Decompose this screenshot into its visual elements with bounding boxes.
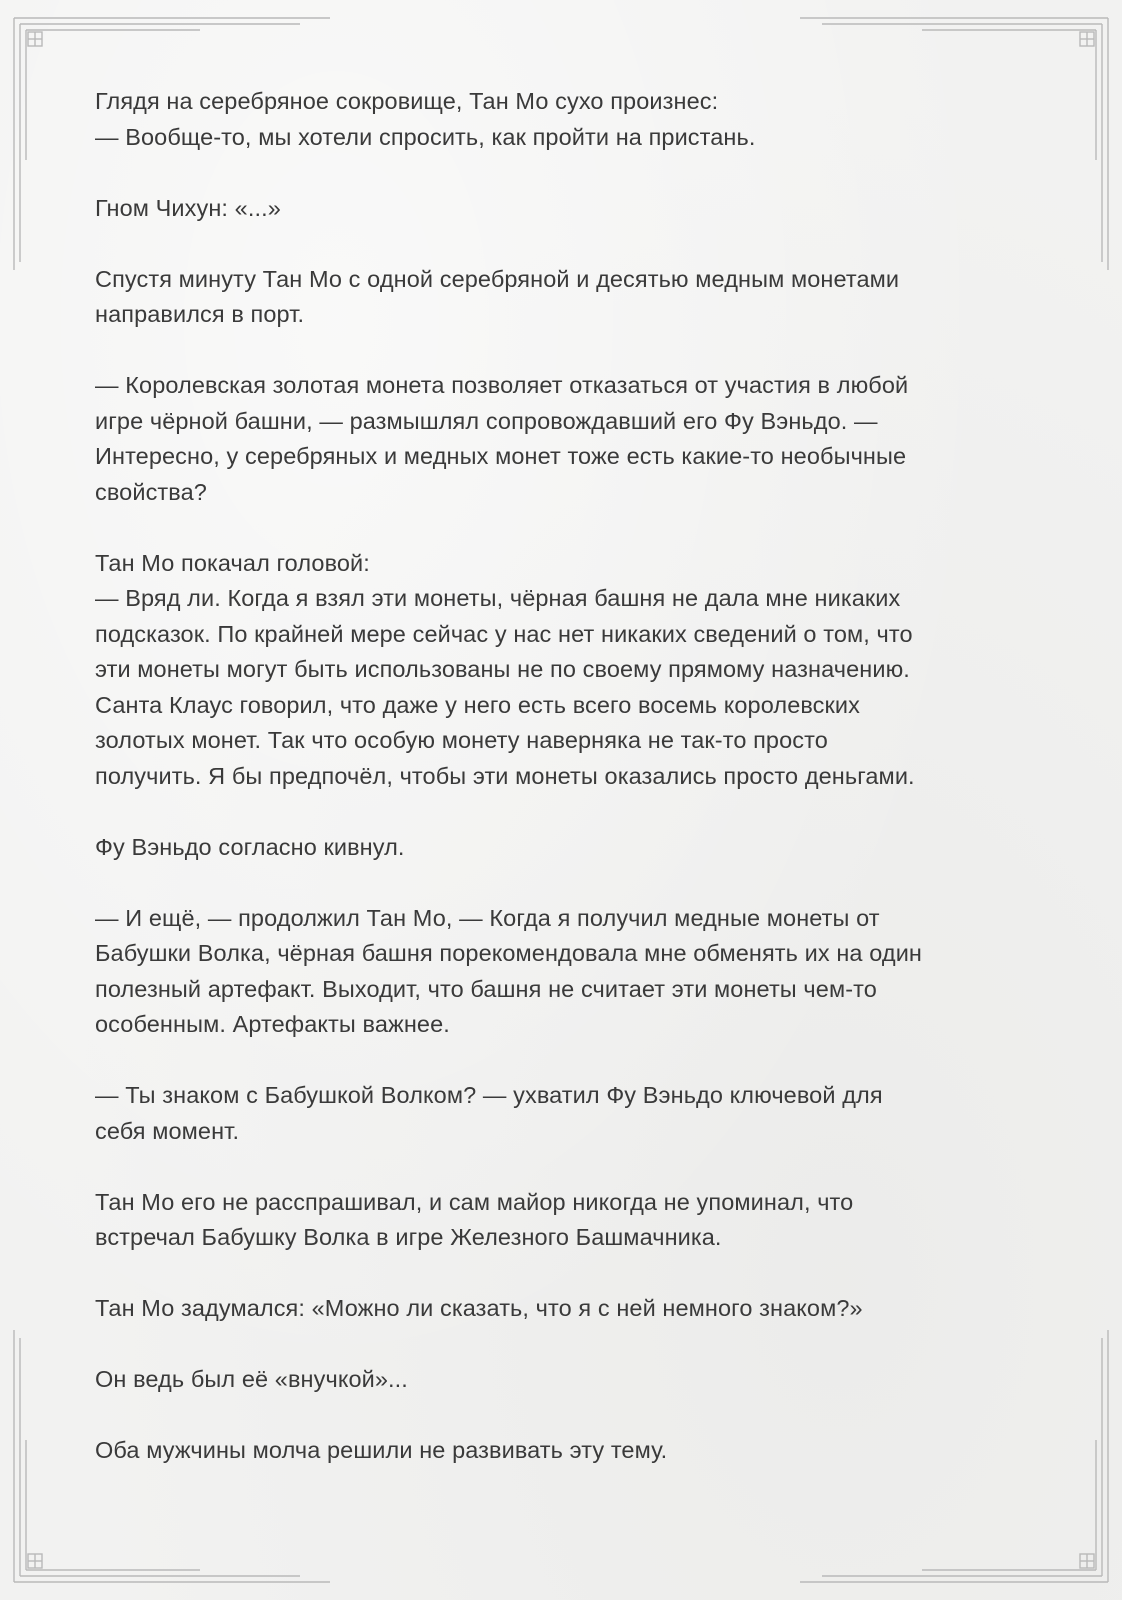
paragraph (95, 1291, 1035, 1327)
text-line: Тан Мо покачал головой: (95, 549, 370, 576)
text-line: — Вряд ли. Когда я взял эти монеты, чёрная башня не дала мне никаких (95, 585, 901, 611)
text-line: особенным. Артефакты важнее. (95, 1011, 450, 1037)
paragraph (95, 830, 1035, 866)
text-line: себя момент. (95, 1117, 240, 1144)
paragraph (95, 191, 1035, 227)
paragraph (95, 1433, 1035, 1469)
text-line: направился в порт. (95, 301, 305, 327)
text-line: — Королевская золотая монета позволяет отказаться от участия в любой (95, 372, 909, 398)
text-body (95, 84, 1035, 1504)
paragraph (95, 1362, 1035, 1398)
paragraph (95, 262, 1035, 333)
paragraph (95, 368, 1035, 510)
text-line: получить. Я бы предпочёл, чтобы эти монеты оказались просто деньгами. (95, 762, 915, 789)
text-line: Тан Мо его не расспрашивал, и сам майор никогда не упоминал, что (95, 1188, 854, 1215)
text-line: Гном Чихун: «...» (95, 194, 281, 221)
text-line: свойства? (95, 478, 207, 505)
text-line: встречал Бабушку Волка в игре Железного Башмачника. (95, 1224, 722, 1250)
text-line: Спустя минуту Тан Мо с одной серебряной и десятью медным монетами (95, 265, 900, 292)
text-line: игре чёрной башни, — размышлял сопровождавший его Фу Вэньдо. — (95, 407, 878, 434)
paragraph (95, 84, 1035, 155)
text-line: Глядя на серебряное сокровище, Тан Мо сухо произнес: (95, 88, 719, 114)
text-line: подсказок. По крайней мере сейчас у нас нет никаких сведений о том, что (95, 620, 913, 647)
text-line: Санта Клаус говорил, что даже у него есть всего восемь королевских (95, 691, 860, 718)
text-line: Он ведь был её «внучкой»... (95, 1366, 408, 1392)
text-line: — Вообще-то, мы хотели спросить, как пройти на пристань. (95, 123, 756, 150)
text-line: эти монеты могут быть использованы не по своему прямому назначению. (95, 656, 910, 682)
text-line: Интересно, у серебряных и медных монет тоже есть какие-то необычные (95, 443, 907, 469)
paragraph (95, 1185, 1035, 1256)
text-line: полезный артефакт. Выходит, что башня не считает эти монеты чем-то (95, 975, 877, 1002)
text-line: Бабушки Волка, чёрная башня порекомендовала мне обменять их на один (95, 940, 922, 966)
text-line: золотых монет. Так что особую монету наверняка не так-то просто (95, 727, 828, 753)
text-line: — Ты знаком с Бабушкой Волком? — ухватил Фу Вэньдо ключевой для (95, 1082, 883, 1108)
text-line: Тан Мо задумался: «Можно ли сказать, что я с ней немного знаком?» (95, 1295, 863, 1321)
paragraph (95, 901, 1035, 1043)
text-line: Оба мужчины молча решили не развивать эту тему. (95, 1437, 668, 1463)
text-line: Фу Вэньдо согласно кивнул. (95, 833, 405, 860)
paragraph (95, 1078, 1035, 1149)
text-line: — И ещё, — продолжил Тан Мо, — Когда я получил медные монеты от (95, 904, 880, 931)
paragraph (95, 546, 1035, 795)
